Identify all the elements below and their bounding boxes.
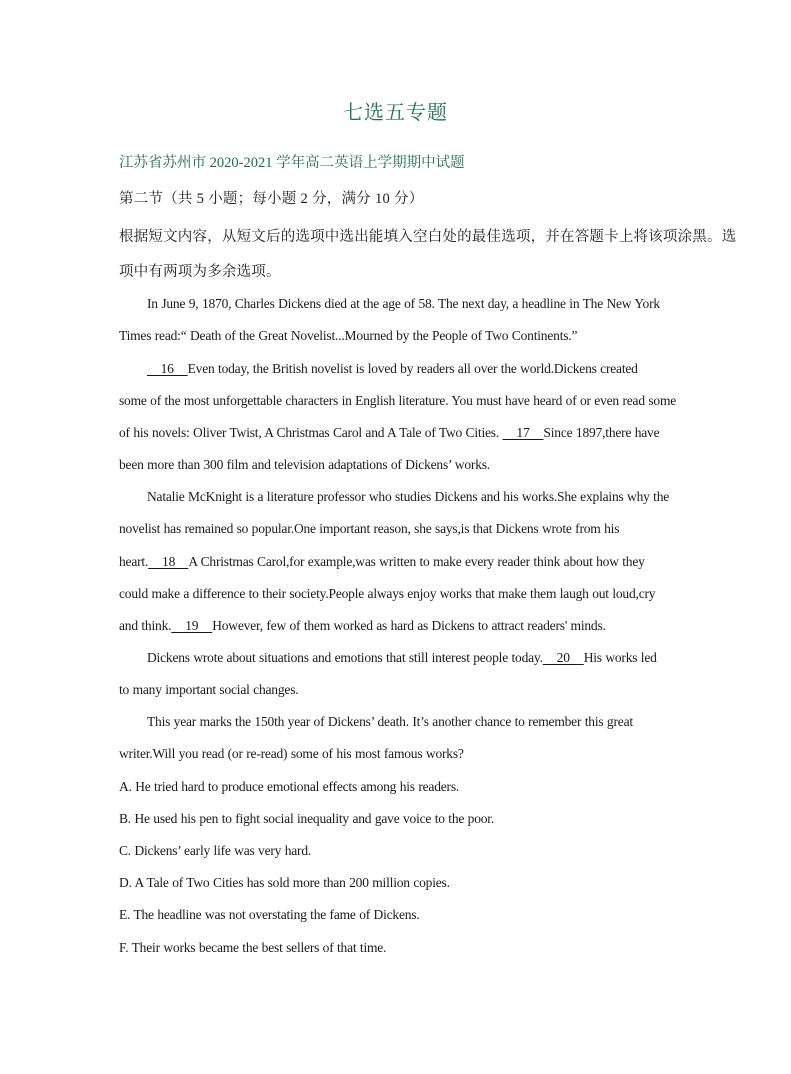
passage-text: Since 1897,there have (543, 425, 660, 440)
option-c: C. Dickens’ early life was very hard. (119, 843, 312, 858)
passage-p3-line-1: Natalie McKnight is a literature professor who studies Dickens and his works.She explains why the (147, 489, 670, 504)
passage-p5-line-1: This year marks the 150th year of Dickens’ death. It’s another chance to remember this great (147, 714, 633, 729)
option-f: F. Their works became the best sellers of that time. (119, 940, 387, 955)
section-heading: 第二节（共 5 小题；每小题 2 分，满分 10 分） (119, 191, 424, 207)
passage-text: of his novels: Oliver Twist, A Christmas Carol and A Tale of Two Cities. (119, 425, 503, 440)
passage-p3-line-5 (119, 618, 606, 634)
passage-text: Dickens wrote about situations and emotions that still interest people today. (147, 650, 543, 665)
option-a: A. He tried hard to produce emotional effects among his readers. (119, 779, 460, 794)
page-title: 七选五专题 (343, 102, 448, 124)
passage-p2-line-4: been more than 300 film and television adaptations of Dickens’ works. (119, 457, 490, 472)
passage-p4-line-1 (147, 650, 657, 666)
option-e: E. The headline was not overstating the fame of Dickens. (119, 907, 420, 922)
blank-17[interactable]: 17 (502, 425, 544, 440)
passage-p1-line-1: In June 9, 1870, Charles Dickens died at the age of 58. The next day, a headline in The New York (147, 296, 660, 311)
instructions-line-2: 项中有两项为多余选项。 (119, 264, 281, 280)
source-line: 江苏省苏州市 2020-2021 学年高二英语上学期期中试题 (119, 155, 465, 171)
blank-19[interactable]: 19 (171, 618, 213, 633)
instructions-line-1: 根据短文内容，从短文后的选项中选出能填入空白处的最佳选项，并在答题卡上将该项涂黑。选 (119, 229, 737, 245)
passage-text: and think. (119, 618, 172, 633)
passage-p1-line-2: Times read:“ Death of the Great Novelist...Mourned by the People of Two Continents.” (119, 328, 578, 343)
passage-p2-line-2: some of the most unforgettable characters in English literature. You must have heard of or even read some (119, 393, 677, 408)
passage-p2-line-1 (147, 361, 638, 377)
passage-p2-line-3 (119, 425, 659, 441)
blank-16[interactable]: 16 (147, 361, 188, 376)
passage-text: His works led (583, 650, 657, 665)
passage-p3-line-3 (119, 554, 645, 570)
passage-text: However, few of them worked as hard as Dickens to attract readers' minds. (212, 618, 606, 633)
blank-18[interactable]: 18 (148, 554, 189, 569)
passage-p5-line-2: writer.Will you read (or re-read) some of his most famous works? (119, 746, 464, 761)
option-d: D. A Tale of Two Cities has sold more than 200 million copies. (119, 875, 450, 890)
passage-p3-line-4: could make a difference to their society.People always enjoy works that make them laugh out loud,cry (119, 586, 656, 601)
passage-p3-line-2: novelist has remained so popular.One important reason, she says,is that Dickens wrote from his (119, 521, 620, 536)
passage-p4-line-2: to many important social changes. (119, 682, 299, 697)
passage-text: heart. (119, 554, 149, 569)
passage-text: Even today, the British novelist is loved by readers all over the world.Dickens created (187, 361, 638, 376)
option-b: B. He used his pen to fight social inequality and gave voice to the poor. (119, 811, 495, 826)
blank-20[interactable]: 20 (542, 650, 584, 665)
passage-text: A Christmas Carol,for example,was written to make every reader think about how they (188, 554, 645, 569)
